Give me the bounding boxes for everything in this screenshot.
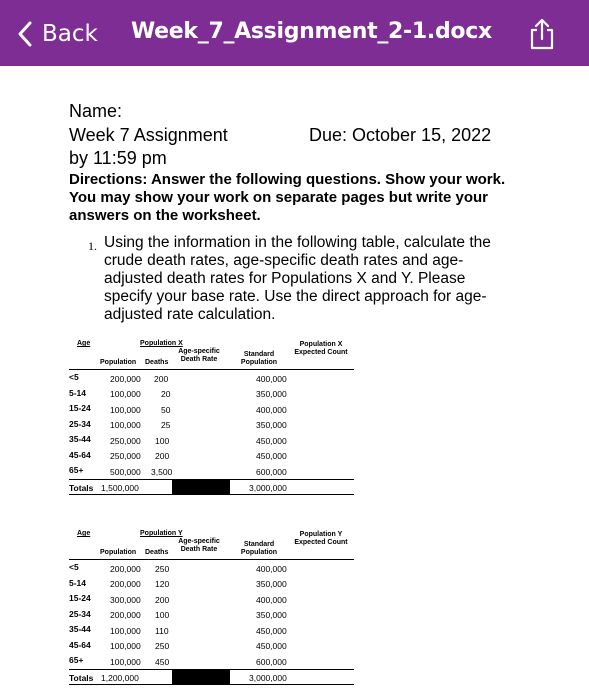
row-deaths: 250 <box>155 641 170 651</box>
group-header: Population X <box>140 340 183 347</box>
row-standard: 350,000 <box>256 389 287 399</box>
row-age: 15-24 <box>69 593 91 603</box>
back-button[interactable] <box>18 18 98 50</box>
row-age: 25-34 <box>69 419 91 429</box>
row-standard: 350,000 <box>256 420 287 430</box>
age-header: Age <box>77 340 91 347</box>
row-deaths: 50 <box>161 405 171 415</box>
row-age: 65+ <box>69 465 84 475</box>
row-population: 100,000 <box>110 405 141 415</box>
rate-header: Age-specific Death Rate <box>178 538 220 553</box>
chevron-left-icon <box>18 21 32 47</box>
row-age: 35-44 <box>69 624 91 634</box>
row-age: 25-34 <box>69 609 91 619</box>
row-deaths: 100 <box>155 436 170 446</box>
totals-bottom-rule <box>69 684 354 685</box>
back-label: Back <box>42 21 98 47</box>
row-standard: 350,000 <box>256 579 287 589</box>
row-population: 200,000 <box>110 610 141 620</box>
row-population: 200,000 <box>110 564 141 574</box>
share-icon <box>527 18 557 50</box>
row-age: 65+ <box>69 655 84 665</box>
row-population: 200,000 <box>110 374 141 384</box>
row-population: 250,000 <box>110 436 141 446</box>
population-header: Population <box>100 359 137 366</box>
assignment-title: Week 7 Assignment <box>69 125 228 145</box>
population-y-table <box>69 529 354 689</box>
expected-header: Population X Expected Count <box>294 341 348 356</box>
row-age: 5-14 <box>69 388 87 398</box>
row-deaths: 20 <box>161 389 171 399</box>
redacted-cell <box>172 479 230 494</box>
row-age: 35-44 <box>69 434 91 444</box>
row-age: <5 <box>69 562 79 572</box>
row-deaths: 120 <box>155 579 170 589</box>
row-standard: 600,000 <box>256 657 287 667</box>
row-deaths: 200 <box>154 374 169 384</box>
row-age: 15-24 <box>69 403 91 413</box>
row-deaths: 3,500 <box>151 467 173 477</box>
totals-bottom-rule <box>69 494 354 495</box>
share-button[interactable] <box>527 18 557 50</box>
row-standard: 450,000 <box>256 626 287 636</box>
row-standard: 450,000 <box>256 451 287 461</box>
row-standard: 350,000 <box>256 610 287 620</box>
totals-label: Totals <box>69 673 94 683</box>
row-standard: 400,000 <box>256 595 287 605</box>
row-deaths: 250 <box>155 564 170 574</box>
row-population: 250,000 <box>110 451 141 461</box>
row-population: 500,000 <box>110 467 141 477</box>
row-population: 100,000 <box>110 389 141 399</box>
row-age: 5-14 <box>69 578 87 588</box>
row-standard: 450,000 <box>256 641 287 651</box>
row-standard: 400,000 <box>256 374 287 384</box>
row-population: 300,000 <box>110 595 141 605</box>
row-deaths: 450 <box>155 657 170 667</box>
expected-header: Population Y Expected Count <box>294 531 348 546</box>
row-age: 45-64 <box>69 450 91 460</box>
row-population: 100,000 <box>110 641 141 651</box>
row-population: 100,000 <box>110 657 141 667</box>
question-number: 1. <box>88 239 97 253</box>
row-deaths: 200 <box>155 595 170 605</box>
standard-header: Standard Population <box>240 351 278 366</box>
directions: Directions: Answer the following questions. Show your work. You may show your work on separate pages but write your answers on the worksheet. <box>69 171 506 224</box>
row-standard: 450,000 <box>256 436 287 446</box>
redacted-cell <box>172 669 230 684</box>
totals-standard: 3,000,000 <box>249 673 287 683</box>
standard-header: Standard Population <box>240 541 278 556</box>
row-deaths: 200 <box>155 451 170 461</box>
rate-header: Age-specific Death Rate <box>178 348 220 363</box>
document-title: Week_7_Assignment_2-1.docx <box>131 19 492 44</box>
row-population: 200,000 <box>110 579 141 589</box>
deaths-header: Deaths <box>145 359 169 366</box>
due-time: by 11:59 pm <box>69 148 167 168</box>
row-standard: 400,000 <box>256 564 287 574</box>
totals-standard: 3,000,000 <box>249 483 287 493</box>
row-age: <5 <box>69 372 79 382</box>
row-age: 45-64 <box>69 640 91 650</box>
app-header <box>0 0 589 66</box>
name-label: Name: <box>69 101 123 121</box>
totals-population: 1,200,000 <box>101 673 139 683</box>
header-rule <box>69 369 354 370</box>
row-standard: 600,000 <box>256 467 287 477</box>
row-population: 100,000 <box>110 420 141 430</box>
question-text: Using the information in the following table, calculate the crude death rates, age-specific death rates and age-adjusted death rates for Populations X and Y. Please specify your base rate. Use the direct approach for age-adjusted rate calculation. <box>104 234 491 323</box>
row-deaths: 100 <box>155 610 170 620</box>
due-date: Due: October 15, 2022 <box>309 125 492 145</box>
totals-label: Totals <box>69 483 94 493</box>
population-x-table <box>69 339 354 499</box>
document-page[interactable] <box>0 66 589 700</box>
population-header: Population <box>100 549 137 556</box>
row-deaths: 25 <box>161 420 171 430</box>
deaths-header: Deaths <box>145 549 169 556</box>
age-header: Age <box>77 530 91 537</box>
totals-population: 1,500,000 <box>101 483 139 493</box>
row-deaths: 110 <box>155 626 169 636</box>
row-standard: 400,000 <box>256 405 287 415</box>
header-rule <box>69 559 354 560</box>
row-population: 100,000 <box>110 626 141 636</box>
group-header: Population Y <box>140 530 183 537</box>
